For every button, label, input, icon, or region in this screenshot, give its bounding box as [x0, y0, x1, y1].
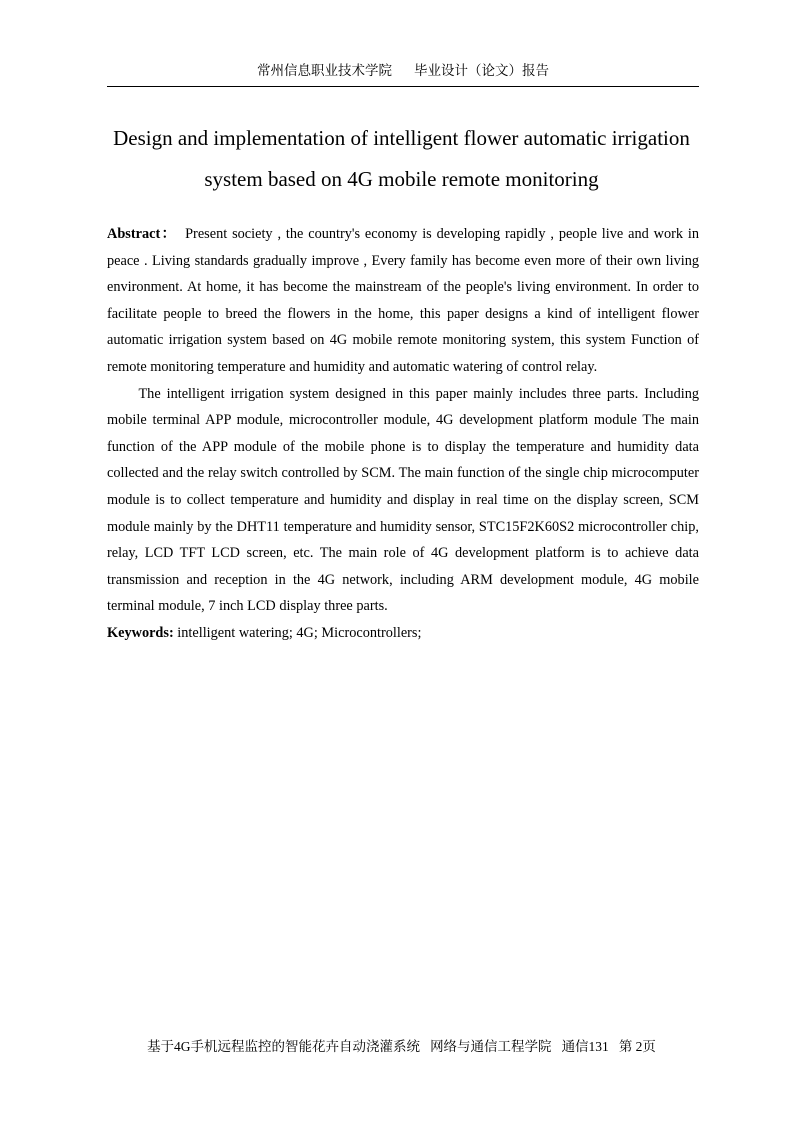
footer-class: 通信131	[561, 1039, 609, 1054]
keywords-label: Keywords:	[107, 624, 174, 641]
paper-title-line-1: Design and implementation of intelligent flower automatic irrigation	[113, 126, 690, 150]
header-doc-type: 毕业设计（论文）报告	[414, 63, 549, 78]
abstract-section	[107, 221, 699, 647]
keywords-line	[107, 620, 699, 647]
page-header	[107, 60, 699, 87]
header-institution: 常州信息职业技术学院	[257, 63, 392, 78]
abstract-label: Abstract：	[107, 226, 178, 242]
footer-department: 网络与通信工程学院	[430, 1039, 552, 1054]
footer-page-number: 第 2页	[618, 1039, 656, 1054]
page-footer	[60, 1036, 743, 1058]
footer-thesis-title: 基于4G手机远程监控的智能花卉自动浇灌系统	[147, 1039, 421, 1054]
paper-title-line-2: system based on 4G mobile remote monitoring	[204, 167, 599, 191]
abstract-paragraph-1	[107, 221, 699, 381]
keywords-value: intelligent watering; 4G; Microcontrollers;	[173, 624, 422, 641]
paper-title	[60, 118, 743, 200]
abstract-paragraph-2: The intelligent irrigation system designed in this paper mainly includes three parts. Including mobile terminal APP module, microcontroller module, 4G development platform module The main function of the APP module of the mobile phone is to display the temperature and humidity data collected and the relay switch controlled by SCM. The main function of the single chip microcomputer module is to collect temperature and humidity and display in real time on the display screen, SCM module mainly by the DHT11 temperature and humidity sensor, STC15F2K60S2 microcontroller chip, relay, LCD TFT LCD screen, etc. The main role of 4G development platform is to achieve data transmission and reception in the 4G network, including ARM development module, 4G mobile terminal module, 7 inch LCD display three parts.	[107, 385, 699, 615]
abstract-paragraph-1-text: Present society , the country's economy is developing rapidly , people live and work in peace . Living standards gradually improve , Every family has become even more of their own living environment. At home, it has become the mainstream of the people's living environment. In order to facilitate people to breed the flowers in the home, this paper designs a kind of intelligent flower automatic irrigation system based on 4G mobile remote monitoring system, this system Function of remote monitoring temperature and humidity and automatic watering of control relay.	[107, 226, 699, 375]
